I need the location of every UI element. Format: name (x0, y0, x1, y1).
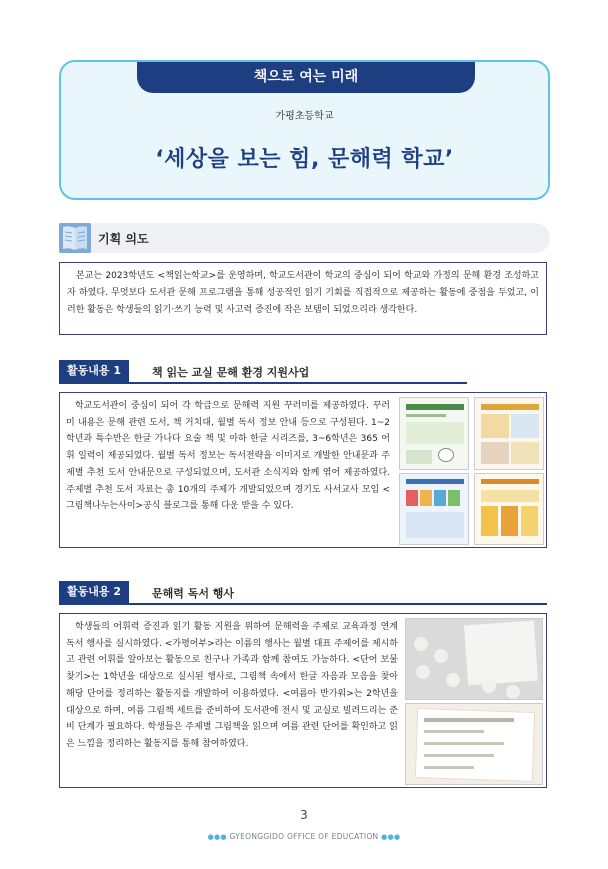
book-icon (59, 219, 91, 255)
intro-text: 본교는 2023학년도 <책읽는학교>를 운영하며, 학교도서관이 학교의 중심이 되어 학교와 가정의 문해 환경 조성하고자 하였다. 무엇보다 도서관 문해 프로그램을 통해 성공적인 읽기 기회를 직접적으로 제공하는 활동에 중점을 두었고, 이러한 활동은 학생들의 읽기·쓰기 능력 및 사고력 증진에 작은 보탬이 되었으리라 생각한다. (67, 271, 539, 315)
intro-text-box (59, 262, 547, 335)
activity1-photo-1 (399, 397, 469, 470)
activity1-text: 학교도서관이 중심이 되어 각 학급으로 문해력 지원 꾸러미를 제공하였다. 꾸러미 내용은 문해 관련 도서, 책 거치대, 월별 독서 정보 안내 등으로 구성된다. 1~2학년과 특수반은 한글 가나다 요술 책 및 아하 한글 시리즈를, 3~6학년은 365 어휘 일력이 제공되었다. 월별 독서 정보는 독서전략을 이미지로 개발한 안내문과 주제별 추천 도서 안내문으로 구성되었으며, 도서관 소식지와 함께 엮어 제공하였다. 주제별 추천 도서 자료는 총 10개의 주제가 개발되었으며 경기도 사서교사 모임 <그림책나누는사이>공식 블로그를 통해 다운 받을 수 있다. (66, 401, 390, 512)
activity2-title: 문해력 독서 행사 (152, 587, 235, 600)
footer-dots-left-icon: ●●● (207, 833, 227, 841)
page-title: ‘세상을 보는 힘, 문해력 학교’ (155, 147, 454, 172)
school-name: 가평초등학교 (275, 111, 334, 122)
footer (0, 832, 608, 841)
activity1-photo-2 (474, 397, 544, 470)
activity2-photo-2 (405, 703, 543, 785)
activity1-photo-4 (474, 473, 544, 545)
footer-dots-right-icon: ●●● (381, 833, 401, 841)
activity2-photo-1 (405, 618, 543, 700)
section-intro-title: 기획 의도 (98, 232, 149, 246)
activity1-underline (59, 382, 467, 384)
page-number: 3 (300, 808, 308, 822)
activity1-photo-3 (399, 473, 469, 545)
header-box (59, 60, 550, 200)
activity2-badge: 활동내용 2 (59, 581, 129, 603)
activity2-text: 학생들의 어휘력 증진과 읽기 활동 지원을 위하여 문해력을 주제로 교육과정 연계 독서 행사를 실시하였다. <가평어부>라는 이름의 행사는 월별 대표 주제어를 제시하고 관련 어휘를 알아보는 활동으로 친구나 가족과 함께 참여도 가능하다. <단어 보물찾기>는 1학년을 대상으로 실시된 행사로, 그림책 속에서 한글 자음과 모음을 찾아 해당 단어를 정리하는 활동지를 개발하여 이용하였다. <여름아 반가워>는 2학년을 대상으로 하며, 여름 그림책 세트를 준비하여 도서관에 전시 및 교실로 빌려드리는 준비 단계가 필요하다. 학생들은 주제별 그림책을 읽으며 여름 관련 단어를 확인하고 읽은 느낌을 정리하는 활동지를 통해 참여하였다. (66, 622, 398, 749)
activity2-underline (59, 603, 547, 605)
activity2-box (59, 613, 547, 788)
activity1-badge: 활동내용 1 (59, 360, 129, 382)
header-tab-title: 책으로 여는 미래 (137, 61, 475, 93)
footer-text: GYEONGGIDO OFFICE OF EDUCATION (229, 832, 379, 841)
activity1-box (59, 392, 547, 548)
activity1-title: 책 읽는 교실 문해 환경 지원사업 (152, 366, 310, 379)
top-margin (0, 0, 608, 42)
